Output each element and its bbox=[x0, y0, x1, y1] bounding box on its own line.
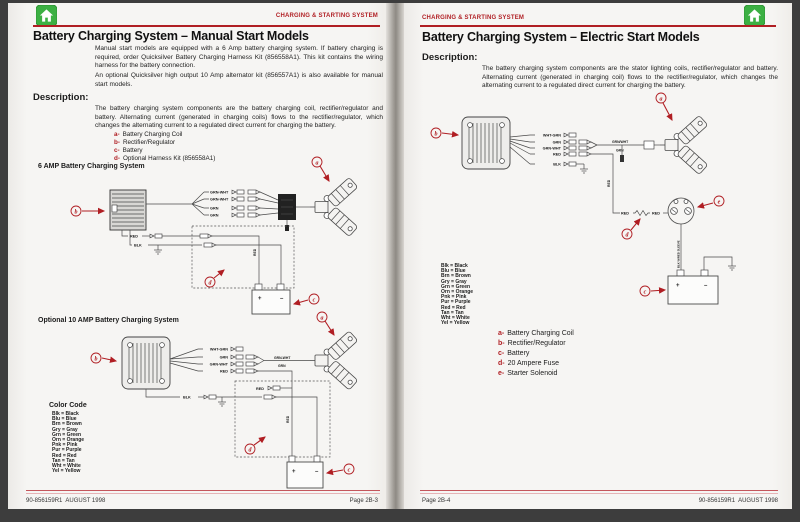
footer-rule bbox=[420, 490, 778, 494]
description-label: Description: bbox=[422, 52, 478, 63]
svg-text:d: d bbox=[248, 447, 252, 454]
svg-text:GRN: GRN bbox=[210, 206, 219, 211]
svg-text:c: c bbox=[347, 467, 351, 474]
fuse-symbol bbox=[633, 211, 650, 216]
page-left bbox=[8, 3, 386, 509]
battery bbox=[668, 270, 718, 304]
footer-page-number: Page 2B-4 bbox=[422, 498, 451, 504]
callout-b bbox=[91, 353, 116, 363]
svg-text:a: a bbox=[320, 315, 324, 322]
svg-text:GRN-WHT: GRN-WHT bbox=[210, 190, 229, 195]
svg-text:d: d bbox=[208, 280, 212, 287]
legend-item: d- Optional Harness Kit (856558A1) bbox=[114, 155, 216, 162]
page-title: Battery Charging System – Electric Start Models bbox=[422, 30, 700, 44]
callout-d bbox=[245, 437, 265, 454]
callout-d bbox=[622, 219, 640, 239]
footer-rule bbox=[26, 490, 380, 494]
callout-a bbox=[312, 157, 329, 181]
callout-a bbox=[317, 312, 334, 335]
svg-text:GRN: GRN bbox=[552, 140, 561, 145]
color-code-list: Blk = Black Blu = Blue Brn = Brown Gry = Gray Grn = Green Orn = Orange Pnk = Pink Pur = Purple Red = Red Tan = Tan Wht = White Yel = Yellow bbox=[52, 411, 85, 475]
home-icon bbox=[36, 5, 57, 26]
section1-heading: 6 AMP Battery Charging System bbox=[38, 163, 145, 170]
svg-text:b: b bbox=[94, 356, 98, 363]
description-text: The battery charging system components are the stator lighting coils, rectifier/regulator and battery. Alternating current (generated in charging coil) flows to the rectifier/regulator, which changes the alternating current to a regulated direct current for charging the battery. bbox=[482, 65, 778, 90]
legend-item: c- Battery bbox=[498, 350, 530, 357]
legend-item: e- Starter Solenoid bbox=[498, 370, 558, 377]
description-label: Description: bbox=[33, 92, 89, 103]
description-text: The battery charging system components are the battery charging coil, rectifier/regulator and battery. Alternating current (generated in charging coils) flows to the rectifier/regulator, which changes the alternating current to a regulated direct current for charging the battery. bbox=[95, 105, 383, 130]
book-spine bbox=[386, 3, 404, 509]
svg-text:–: – bbox=[704, 283, 708, 289]
svg-text:–: – bbox=[280, 296, 284, 302]
red-wire-run bbox=[122, 230, 259, 287]
svg-text:+: + bbox=[258, 296, 262, 302]
home-icon bbox=[744, 5, 765, 26]
footer-doc-number: 90-856159R1 AUGUST 1998 bbox=[698, 498, 778, 504]
ground-symbol bbox=[218, 397, 226, 406]
header-rule bbox=[33, 25, 380, 27]
svg-text:GRN: GRN bbox=[616, 148, 624, 153]
svg-text:+: + bbox=[676, 283, 680, 289]
intro-paragraph-2: An optional Quicksilver high output 10 Amp alternator kit (856557A1) is also available for manual start models. bbox=[95, 72, 383, 88]
svg-text:a: a bbox=[315, 160, 319, 167]
callout-c bbox=[640, 286, 665, 296]
svg-text:GRN: GRN bbox=[278, 363, 286, 368]
svg-text:RED: RED bbox=[607, 179, 611, 187]
svg-text:e: e bbox=[717, 199, 721, 206]
connector-block bbox=[278, 194, 296, 231]
svg-text:RED: RED bbox=[256, 386, 265, 391]
color-code-list: Blk = Black Blu = Blue Brn = Brown Gry = Gray Grn = Green Orn = Orange Pnk = Pink Pur = Purple Red = Red Tan = Tan Wht = White Yel = Yellow bbox=[441, 263, 474, 327]
running-header: CHARGING & STARTING SYSTEM bbox=[275, 13, 378, 19]
page-right bbox=[404, 3, 792, 509]
rectifier-regulator bbox=[110, 190, 146, 230]
svg-text:GRN-WHT: GRN-WHT bbox=[209, 362, 228, 367]
color-code-heading: Color Code bbox=[49, 402, 87, 409]
svg-text:GRN: GRN bbox=[219, 355, 228, 360]
intro-paragraph-1: Manual start models are equipped with a 6 Amp battery charging system. If battery charging is required, order Quicksilver Battery Charging Harness Kit (856558A1). This kit contains the wiring harness for the battery connection. bbox=[95, 45, 383, 70]
legend-item: a- Battery Charging Coil bbox=[498, 330, 574, 337]
ground-symbol bbox=[580, 164, 588, 173]
legend-item: a- Battery Charging Coil bbox=[114, 131, 183, 138]
svg-text:c: c bbox=[312, 297, 316, 304]
legend-item: b- Rectifier/Regulator bbox=[498, 340, 566, 347]
starter-solenoid bbox=[668, 198, 694, 224]
svg-text:+: + bbox=[292, 469, 296, 475]
battery-ground bbox=[704, 257, 736, 270]
svg-text:WHT-GRN: WHT-GRN bbox=[209, 347, 228, 352]
svg-text:BLK: BLK bbox=[183, 395, 191, 400]
svg-text:GRN-WHT: GRN-WHT bbox=[542, 146, 561, 151]
callout-c bbox=[294, 294, 319, 304]
rectifier-regulator bbox=[122, 337, 170, 389]
red-wire-run bbox=[246, 369, 292, 459]
svg-text:b: b bbox=[74, 209, 78, 216]
sleeve-wire bbox=[677, 224, 682, 270]
callout-b bbox=[431, 128, 458, 138]
svg-text:RED: RED bbox=[652, 211, 661, 216]
component-legend bbox=[498, 329, 574, 379]
battery bbox=[287, 456, 323, 488]
svg-text:RED: RED bbox=[253, 248, 257, 256]
svg-text:WHT-GRN: WHT-GRN bbox=[542, 133, 561, 138]
svg-text:c: c bbox=[643, 289, 647, 296]
stator-wire-labels bbox=[204, 190, 278, 217]
callout-a bbox=[656, 93, 672, 120]
svg-text:RED: RED bbox=[219, 369, 228, 374]
callout-d bbox=[205, 270, 224, 287]
svg-text:–: – bbox=[315, 469, 319, 475]
svg-text:d: d bbox=[625, 232, 629, 239]
battery-charging-coil bbox=[310, 177, 358, 236]
running-header: CHARGING & STARTING SYSTEM bbox=[422, 15, 525, 21]
svg-text:RED: RED bbox=[286, 415, 290, 423]
legend-item: b- Rectifier/Regulator bbox=[114, 139, 176, 146]
header-rule bbox=[420, 25, 776, 27]
svg-text:RED: RED bbox=[130, 234, 139, 239]
legend-item: c- Battery bbox=[114, 147, 143, 154]
svg-text:GRN: GRN bbox=[210, 213, 219, 218]
home-button-left[interactable] bbox=[36, 5, 57, 26]
callout-b bbox=[71, 206, 104, 216]
svg-text:b: b bbox=[434, 131, 438, 138]
svg-text:BLK W/RED SLEEVE: BLK W/RED SLEEVE bbox=[676, 240, 681, 268]
home-button-right[interactable] bbox=[744, 5, 765, 26]
stator-lighting-coil bbox=[660, 115, 708, 174]
svg-text:GRN/WHT: GRN/WHT bbox=[612, 140, 629, 144]
svg-text:BLK: BLK bbox=[553, 162, 561, 167]
page-title: Battery Charging System – Manual Start Models bbox=[33, 29, 309, 43]
ground-symbol bbox=[728, 261, 736, 270]
black-wire-ground bbox=[576, 164, 588, 173]
legend-item: d- 20 Ampere Fuse bbox=[498, 360, 559, 367]
rectifier-regulator bbox=[462, 117, 510, 169]
svg-text:RED: RED bbox=[552, 152, 561, 157]
svg-text:RED: RED bbox=[621, 211, 630, 216]
svg-text:a: a bbox=[659, 96, 663, 103]
stator-wire-labels bbox=[530, 133, 660, 166]
ground-symbol bbox=[154, 245, 162, 254]
harness-box bbox=[235, 381, 330, 457]
footer-page-number: Page 2B-3 bbox=[349, 498, 378, 504]
callout-e bbox=[698, 196, 724, 207]
footer-doc-number: 90-856159R1 AUGUST 1998 bbox=[26, 498, 106, 504]
svg-text:GRN-WHT: GRN-WHT bbox=[210, 197, 229, 202]
section2-heading: Optional 10 AMP Battery Charging System bbox=[38, 317, 179, 324]
svg-text:GRN-WHT: GRN-WHT bbox=[274, 355, 291, 360]
callout-c bbox=[327, 464, 354, 474]
diagram-6amp bbox=[52, 152, 386, 322]
svg-text:BLK: BLK bbox=[134, 243, 142, 248]
diagram-10amp bbox=[52, 309, 386, 499]
